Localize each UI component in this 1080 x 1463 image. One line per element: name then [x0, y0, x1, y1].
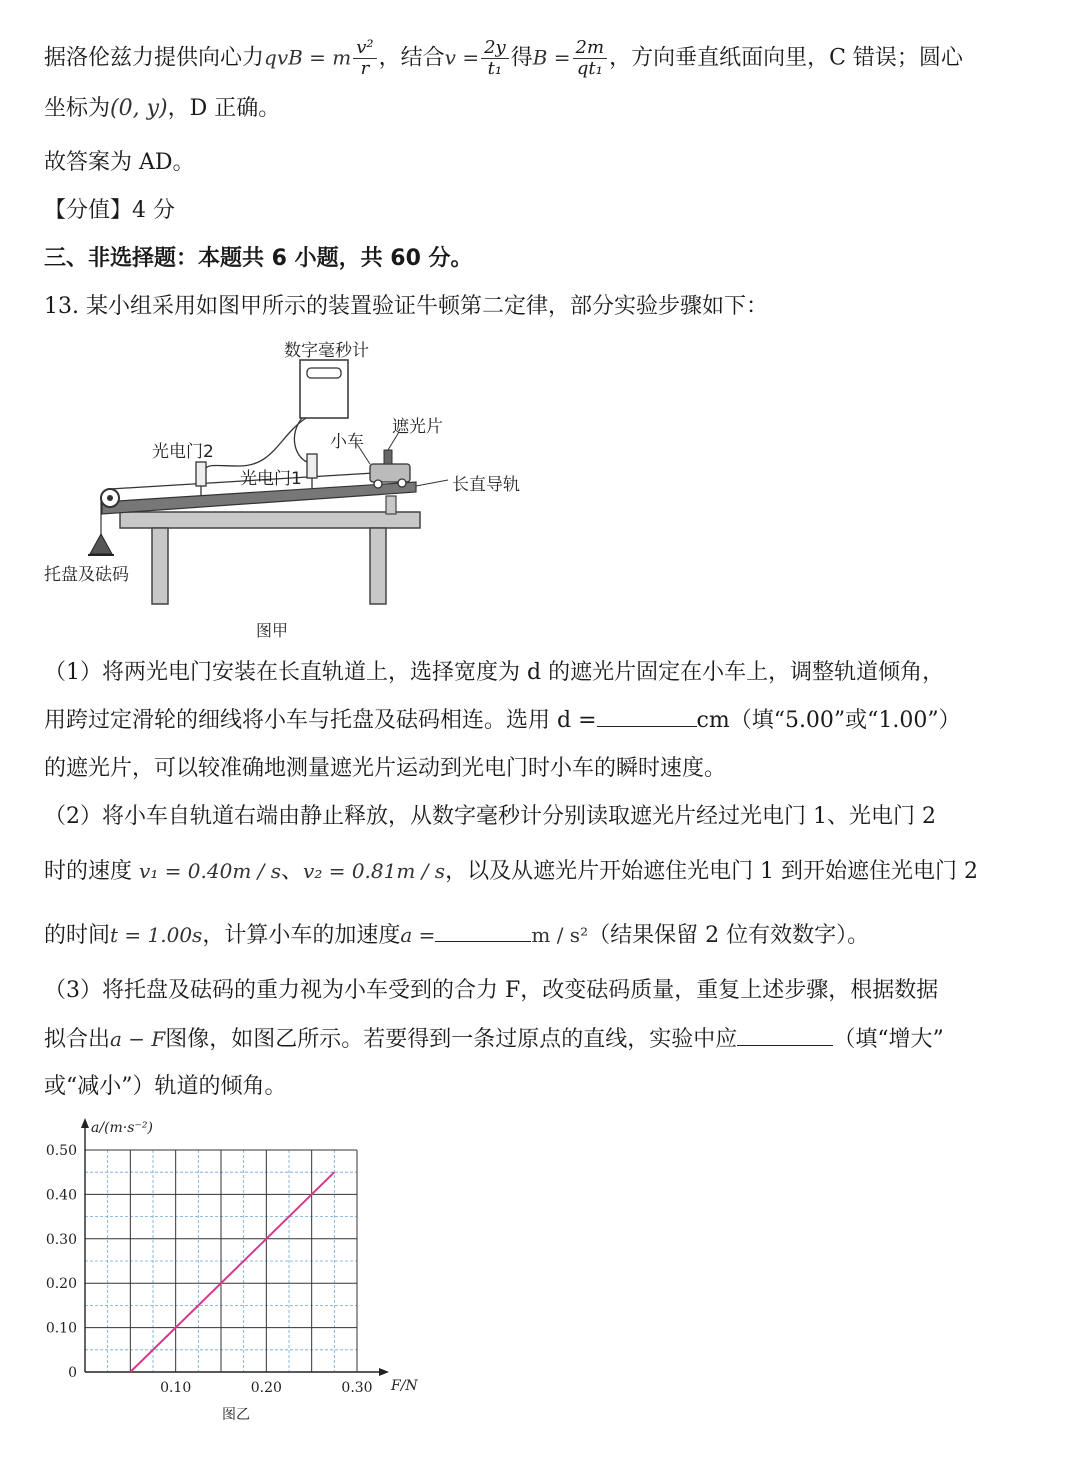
label-tray: 托盘及砝码	[44, 565, 129, 585]
fraction-numerator: 2m	[573, 38, 608, 59]
y-tick-label: 0.10	[45, 1320, 77, 1337]
label-shading-plate: 遮光片	[392, 417, 443, 437]
part2-text: ，以及从遮光片开始遮住光电门 1 到开始遮住光电门 2	[445, 859, 979, 884]
a-F-chart	[40, 1112, 430, 1412]
answer-line: 故答案为 AD。	[44, 150, 195, 175]
part3-text: 拟合出	[44, 1027, 111, 1052]
y-tick-label: 0.50	[45, 1143, 77, 1159]
part3-line-1: （3）将托盘及砝码的重力视为小车受到的合力 F，改变砝码质量，重复上述步骤，根据数据	[44, 978, 939, 1003]
solution-line-2	[44, 94, 280, 124]
center-coordinate: (0, y)	[110, 96, 168, 121]
solution-text: ，方向垂直纸面向里，C 错误；圆心	[609, 45, 963, 71]
chart-tick-labels	[46, 1120, 419, 1396]
part2-line-2	[44, 856, 978, 887]
velocity-v1: v₁ = 0.40m / s	[139, 859, 282, 883]
part1-line-2	[44, 706, 961, 736]
rail-support	[386, 496, 396, 514]
x-axis-label: F/N	[391, 1378, 418, 1394]
cable-gate-2	[206, 418, 306, 468]
part2-text: 、	[281, 859, 304, 884]
fraction-denominator: r	[360, 58, 370, 79]
y-tick-label: 0.40	[45, 1187, 77, 1204]
equation-field-left: B =	[532, 45, 571, 70]
fraction-2y-over-t1	[481, 38, 509, 79]
figure-graph	[40, 1112, 430, 1432]
fraction-denominator: t₁	[487, 58, 503, 79]
fraction-numerator: 2y	[481, 38, 509, 59]
photogate-2	[196, 462, 206, 486]
solution-text: ，结合	[378, 45, 445, 71]
score-line: 【分值】4 分	[44, 198, 175, 223]
solution-text: ，D 正确。	[167, 96, 281, 121]
fraction-2m-over-qt1	[573, 38, 608, 79]
part2-text: 的时间	[44, 923, 111, 948]
part3-line-3: 或“减小”）轨道的倾角。	[44, 1074, 287, 1099]
part3-text: 图像，如图乙所示。若要得到一条过原点的直线，实验中应	[165, 1027, 738, 1052]
equation-velocity-left: v =	[444, 45, 480, 70]
solution-line-1	[44, 38, 963, 79]
part2-text: 时的速度	[44, 859, 133, 884]
chart-axes	[81, 1118, 389, 1376]
label-cart: 小车	[330, 432, 364, 452]
fraction-denominator: qt₁	[576, 58, 603, 79]
time-t: t = 1.00s	[110, 923, 203, 947]
x-tick-label: 0.10	[160, 1380, 192, 1396]
part1-line-3: 的遮光片，可以较准确地测量遮光片运动到光电门时小车的瞬时速度。	[44, 756, 727, 781]
cable-gate-1	[294, 418, 307, 462]
table-leg-right	[370, 528, 386, 604]
part2-line-3	[44, 920, 869, 951]
answer-blank-acceleration[interactable]	[435, 921, 531, 942]
label-rail: 长直导轨	[452, 475, 520, 495]
a-F-label: a − F	[110, 1027, 166, 1051]
fraction-v2-over-r	[353, 38, 376, 79]
solution-text: 得	[510, 45, 533, 71]
y-axis-arrow	[81, 1118, 89, 1128]
part2-text: （结果保留 2 位有效数字）。	[588, 923, 870, 948]
shading-plate	[384, 450, 392, 464]
part1-line-1: （1）将两光电门安装在长直轨道上，选择宽度为 d 的遮光片固定在小车上，调整轨道倾角，	[44, 660, 945, 685]
figure-caption-graph: 图乙	[222, 1407, 250, 1423]
part2-line-1: （2）将小车自轨道右端由静止释放，从数字毫秒计分别读取遮光片经过光电门 1、光电门 2	[44, 804, 936, 829]
label-photogate-1: 光电门1	[240, 469, 302, 489]
y-axis-label: a/(m·s⁻²)	[91, 1120, 153, 1136]
photogate-1	[307, 454, 317, 478]
acceleration-a: a =	[400, 923, 436, 947]
fraction-numerator: v²	[353, 38, 376, 59]
part3-text: （填“增大”	[833, 1027, 944, 1052]
tray-weight	[90, 534, 112, 554]
chart-series	[130, 1172, 334, 1372]
table-leg-left	[152, 528, 168, 604]
equation-lorentz-left: qvB = m	[264, 45, 352, 70]
solution-text: 坐标为	[44, 96, 111, 121]
table-top	[120, 512, 420, 528]
answer-blank-angle[interactable]	[737, 1025, 833, 1046]
x-axis-arrow	[379, 1368, 389, 1376]
part3-line-2	[44, 1024, 944, 1055]
series-line	[130, 1172, 334, 1372]
part1-text: cm（填“5.00”或“1.00”）	[696, 708, 961, 733]
question-stem: 13. 某小组采用如图甲所示的装置验证牛顿第二定律，部分实验步骤如下：	[44, 294, 768, 319]
acceleration-unit: m / s²	[531, 923, 589, 947]
y-tick-label: 0.30	[45, 1231, 77, 1248]
part2-text: ，计算小车的加速度	[202, 923, 401, 948]
label-photogate-2: 光电门2	[152, 442, 214, 462]
figure-caption-apparatus: 图甲	[256, 621, 289, 640]
y-tick-label: 0.20	[45, 1276, 77, 1293]
x-tick-label: 0.30	[341, 1380, 373, 1396]
label-timer: 数字毫秒计	[284, 341, 369, 361]
part1-text: 用跨过定滑轮的细线将小车与托盘及砝码相连。选用 d =	[44, 708, 597, 733]
x-tick-label: 0.20	[250, 1380, 282, 1396]
answer-blank-d[interactable]	[597, 706, 697, 727]
velocity-v2: v₂ = 0.81m / s	[303, 859, 446, 883]
solution-text: 据洛伦兹力提供向心力	[44, 45, 265, 71]
y-tick-label: 0	[68, 1365, 77, 1381]
figure-apparatus	[44, 336, 544, 646]
section-header: 三、非选择题：本题共 6 小题，共 60 分。	[44, 246, 473, 271]
